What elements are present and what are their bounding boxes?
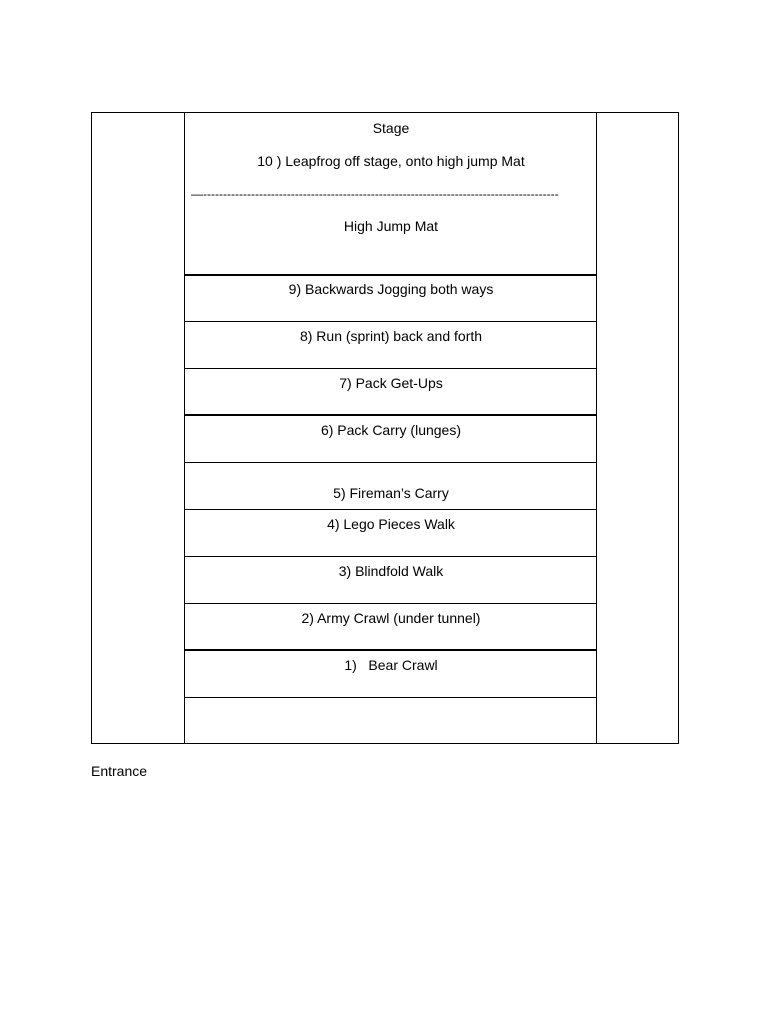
station-8-label: 8) Run (sprint) back and forth: [299, 328, 483, 344]
station-4-label: 4) Lego Pieces Walk: [327, 516, 455, 532]
entrance-label: Entrance: [91, 763, 148, 779]
stage-title: Stage: [372, 120, 410, 136]
row-divider: [185, 274, 597, 276]
course-column: [185, 113, 597, 743]
station-9-label: 9) Backwards Jogging both ways: [288, 281, 494, 297]
row-divider: [185, 697, 597, 698]
course-layout-table: [91, 112, 679, 744]
station-5-label: 5) Fireman’s Carry: [333, 485, 449, 501]
row-divider: [185, 462, 597, 463]
station-10-label: 10 ) Leapfrog off stage, onto high jump Mat: [257, 153, 525, 169]
station-7-label: 7) Pack Get-Ups: [339, 375, 443, 391]
row-divider: [185, 368, 597, 369]
station-1-label: 1) Bear Crawl: [344, 657, 438, 673]
right-column: [596, 113, 678, 743]
left-column: [92, 113, 185, 743]
row-divider: [185, 556, 597, 557]
row-divider: [185, 603, 597, 604]
station-3-label: 3) Blindfold Walk: [338, 563, 444, 579]
row-divider: [185, 649, 597, 651]
row-divider: [185, 321, 597, 322]
stage-divider: —-----------------------------------------------------------------------------------------: [191, 188, 559, 200]
row-divider: [185, 414, 597, 416]
high-jump-mat-label: High Jump Mat: [343, 218, 439, 234]
row-divider: [185, 509, 597, 510]
station-2-label: 2) Army Crawl (under tunnel): [301, 610, 481, 626]
station-6-label: 6) Pack Carry (lunges): [320, 422, 462, 438]
